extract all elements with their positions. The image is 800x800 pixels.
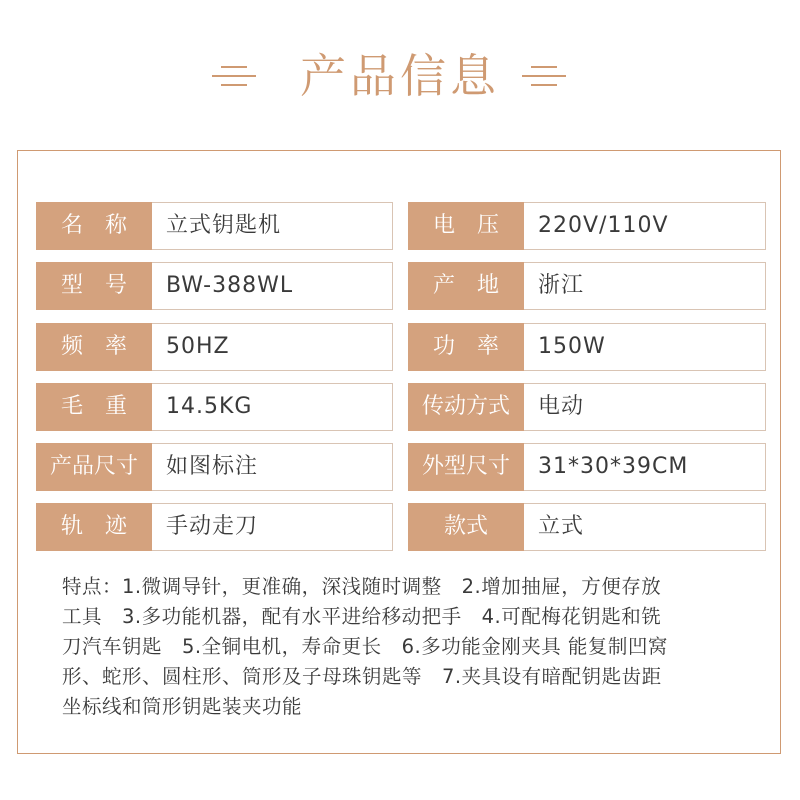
spec-value: 如图标注 <box>152 443 393 491</box>
spec-value: 14.5KG <box>152 383 393 431</box>
spec-row-model <box>36 262 393 310</box>
spec-label: 型 号 <box>36 262 152 310</box>
spec-label: 频 率 <box>36 323 152 371</box>
spec-label: 功 率 <box>408 323 524 371</box>
spec-row-outer-size <box>408 443 766 491</box>
spec-value: 50HZ <box>152 323 393 371</box>
section-header <box>0 30 800 120</box>
spec-value: 立式钥匙机 <box>152 202 393 250</box>
spec-value: 220V/110V <box>524 202 766 250</box>
spec-row-origin <box>408 262 766 310</box>
spec-value: BW-388WL <box>152 262 393 310</box>
spec-value: 150W <box>524 323 766 371</box>
page-title: 产品信息 <box>300 49 500 103</box>
features-text <box>62 572 762 722</box>
spec-label: 传动方式 <box>408 383 524 431</box>
features-line: 特点：1.微调导针，更准确，深浅随时调整 2.增加抽屉，方便存放 <box>62 575 662 598</box>
spec-label: 款式 <box>408 503 524 551</box>
spec-label: 电 压 <box>408 202 524 250</box>
spec-row-power <box>408 323 766 371</box>
spec-value: 浙江 <box>524 262 766 310</box>
spec-row-track <box>36 503 393 551</box>
spec-label: 外型尺寸 <box>408 443 524 491</box>
features-line: 工具 3.多功能机器，配有水平进给移动把手 4.可配梅花钥匙和铣 <box>62 605 662 628</box>
spec-label: 轨 迹 <box>36 503 152 551</box>
spec-row-voltage <box>408 202 766 250</box>
features-line: 坐标线和筒形钥匙装夹功能 <box>62 695 303 718</box>
spec-row-style <box>408 503 766 551</box>
spec-label: 名 称 <box>36 202 152 250</box>
spec-row-name <box>36 202 393 250</box>
spec-row-weight <box>36 383 393 431</box>
spec-label: 产品尺寸 <box>36 443 152 491</box>
spec-row-frequency <box>36 323 393 371</box>
spec-row-product-size <box>36 443 393 491</box>
spec-value: 手动走刀 <box>152 503 393 551</box>
title-decoration-right <box>522 66 566 88</box>
spec-row-drive <box>408 383 766 431</box>
spec-label: 产 地 <box>408 262 524 310</box>
spec-label: 毛 重 <box>36 383 152 431</box>
features-line: 刀汽车钥匙 5.全铜电机，寿命更长 6.多功能金刚夹具 能复制凹窝 <box>62 635 668 658</box>
spec-value: 31*30*39CM <box>524 443 766 491</box>
spec-value: 电动 <box>524 383 766 431</box>
features-line: 形、蛇形、圆柱形、筒形及子母珠钥匙等 7.夹具设有暗配钥匙齿距 <box>62 665 662 688</box>
spec-value: 立式 <box>524 503 766 551</box>
